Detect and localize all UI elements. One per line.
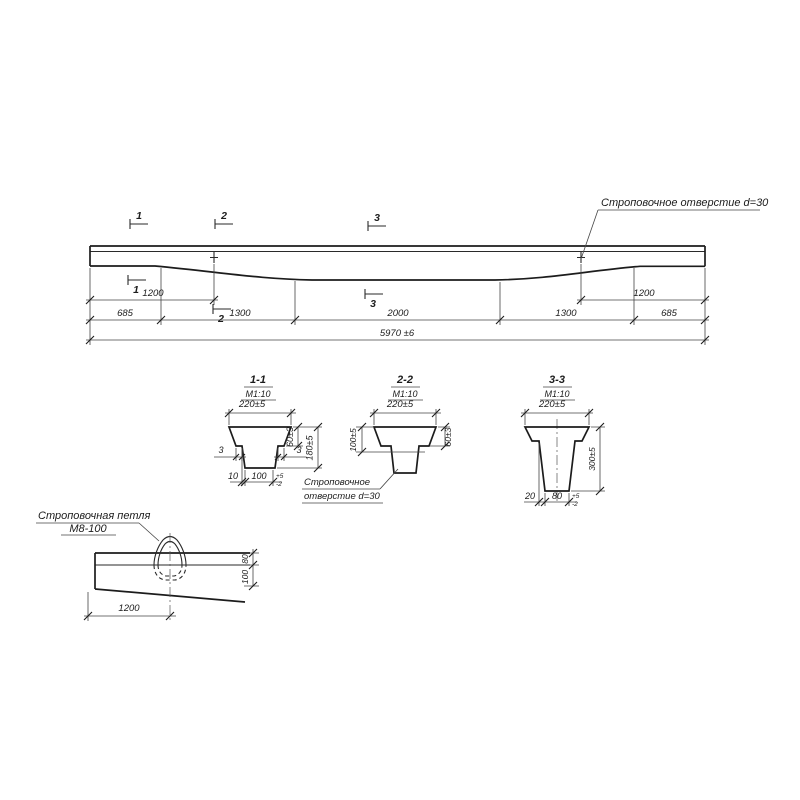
section-1-1-dim-width: 220±5 <box>238 399 266 410</box>
section-1-1 <box>214 374 322 488</box>
section-1-1-dim-flange: 60±3 <box>285 427 295 447</box>
section-1-1-tol-minus: -2 <box>276 481 282 488</box>
loop-view-dim-100: 100 <box>240 569 250 585</box>
dim-1200-left: 1200 <box>142 288 164 299</box>
mark-1-bottom: 1 <box>133 284 139 296</box>
section-2-2-title: 2-2 <box>397 374 413 386</box>
mark-3-top: 3 <box>374 212 380 224</box>
section-1-1-chamfer-right: 3 <box>296 445 302 455</box>
section-2-2-dim-flange: 60±3 <box>443 427 453 447</box>
section-1-1-dim-height: 180±5 <box>304 435 315 461</box>
strop-loop-label-2: М8-100 <box>69 523 107 535</box>
section-1-1-dim-100: 100 <box>251 471 267 481</box>
dim-1300-2: 1300 <box>555 308 577 319</box>
strop-hole-section-label-1: Строповочное <box>304 477 371 488</box>
section-3-3-dim-width: 220±5 <box>538 399 566 410</box>
strop-loop-label-1: Строповочная петля <box>38 510 151 522</box>
strop-hole-label: Строповочное отверстие d=30 <box>601 197 769 209</box>
beam-bottom-edge <box>90 266 705 280</box>
section-3-3-title: 3-3 <box>549 374 565 386</box>
section-marks-top <box>130 210 386 231</box>
strop-loop-leader <box>139 523 159 541</box>
loop-view-dim-1200: 1200 <box>118 603 140 614</box>
dim-row-chain <box>86 308 709 324</box>
section-1-1-outline <box>229 427 291 468</box>
mark-2-bottom: 2 <box>218 313 224 325</box>
loop-view-dim-80: 80 <box>240 554 250 564</box>
section-1-1-scale: М1:10 <box>245 389 271 399</box>
section-1-1-tol-plus: +5 <box>276 473 284 480</box>
elevation-view <box>86 197 769 345</box>
strop-hole-mark-right <box>577 252 585 263</box>
section-2-2-scale: М1:10 <box>392 389 418 399</box>
section-2-2-dim-width: 220±5 <box>386 399 414 410</box>
mark-2-top: 2 <box>221 210 227 222</box>
dim-row-overall <box>86 328 709 344</box>
section-3-3-tol-plus: +5 <box>572 493 580 500</box>
dim-row-1200 <box>86 288 709 304</box>
dim-2000: 2000 <box>387 308 409 319</box>
strop-hole-mark-left <box>210 252 218 263</box>
section-2-2 <box>302 374 453 503</box>
section-2-2-outline <box>374 427 436 473</box>
mark-3-bottom: 3 <box>370 298 376 310</box>
section-3-3-dim-height: 300±5 <box>587 447 597 471</box>
section-1-1-dim-10: 10 <box>227 471 239 481</box>
dim-1200-right: 1200 <box>633 288 655 299</box>
strop-hole-section-label-2: отверстие d=30 <box>304 491 380 502</box>
section-1-1-chamfer-left: 3 <box>218 445 224 455</box>
dim-685-1: 685 <box>117 308 133 319</box>
strop-hole-section-leader <box>380 469 398 489</box>
section-3-3-dim-80: 80 <box>551 491 563 501</box>
section-2-2-dim-depth: 100±5 <box>348 428 358 452</box>
section-3-3-scale: М1:10 <box>544 389 570 399</box>
section-3-3-tol-minus: -2 <box>572 501 578 508</box>
dim-685-2: 685 <box>661 308 677 319</box>
loop-detail-view <box>36 510 259 622</box>
section-3-3 <box>521 374 605 508</box>
dim-1300-1: 1300 <box>229 308 251 319</box>
dim-overall: 5970 ±6 <box>379 328 415 339</box>
section-1-1-title: 1-1 <box>250 374 266 386</box>
section-3-3-dim-20: 20 <box>524 491 536 501</box>
mark-1-top: 1 <box>136 210 142 222</box>
